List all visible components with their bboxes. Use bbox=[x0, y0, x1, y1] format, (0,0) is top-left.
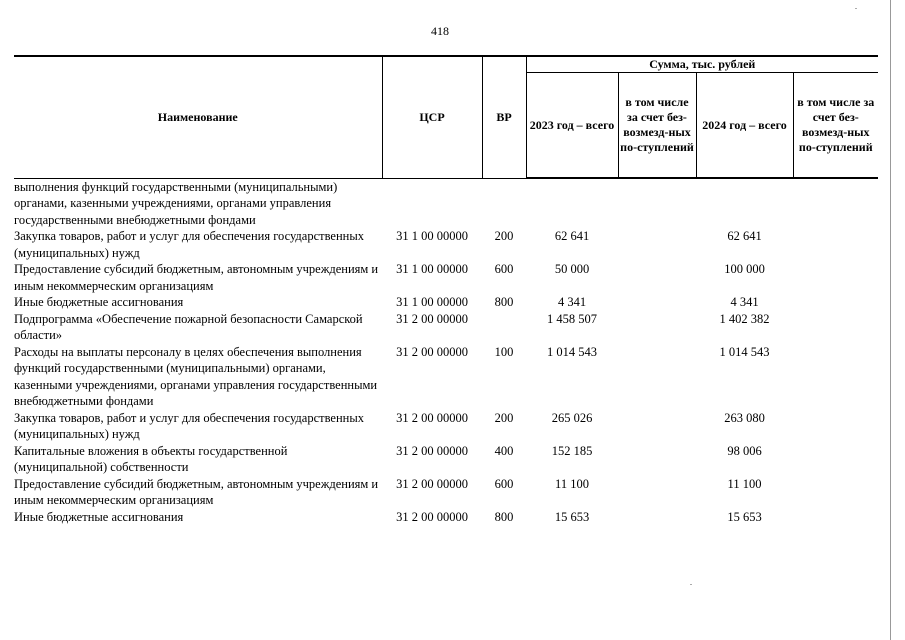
row-csr: 31 1 00 00000 bbox=[396, 262, 468, 276]
row-2024-total: 15 653 bbox=[727, 509, 762, 524]
row-name: Иные бюджетные ассигнования bbox=[14, 295, 184, 309]
row-2024-total: 1 402 382 bbox=[719, 311, 770, 326]
row-name: Предоставление субсидий бюджетным, автономным учреждениям и иным некоммерческим организациям bbox=[14, 476, 379, 507]
row-2024-gratuitous bbox=[793, 476, 878, 509]
row-2023-gratuitous bbox=[618, 443, 696, 476]
header-vr: ВР bbox=[482, 56, 526, 178]
row-csr bbox=[382, 178, 482, 228]
table-row bbox=[14, 443, 878, 476]
row-2023-total: 4 341 bbox=[557, 295, 587, 309]
row-2023-gratuitous bbox=[618, 228, 696, 261]
row-2023-total: 265 026 bbox=[551, 410, 593, 425]
row-2024-gratuitous bbox=[793, 261, 878, 294]
row-2024-total: 98 006 bbox=[727, 443, 762, 458]
row-2024-gratuitous bbox=[793, 311, 878, 344]
row-csr: 31 1 00 00000 bbox=[396, 229, 468, 243]
row-2023-gratuitous bbox=[618, 476, 696, 509]
row-name: выполнения функций государственными (муниципальными) органами, казенными учреждениями, органами управления государственными внебюджетными фондами bbox=[14, 179, 338, 227]
row-vr: 600 bbox=[494, 476, 514, 491]
row-csr: 31 2 00 00000 bbox=[396, 344, 468, 359]
header-2023-gratuitous: в том числе за счет без-возмезд-ных по-ступлений bbox=[618, 73, 696, 179]
row-2023-gratuitous bbox=[618, 410, 696, 443]
row-2023-total: 1 458 507 bbox=[547, 311, 597, 326]
row-2024-total: 100 000 bbox=[724, 262, 765, 276]
row-csr: 31 2 00 00000 bbox=[396, 509, 468, 524]
row-name: Предоставление субсидий бюджетным, автономным учреждениям и иным некоммерческим организациям bbox=[14, 262, 379, 293]
row-2024-gratuitous bbox=[793, 509, 878, 526]
scan-speck bbox=[690, 584, 692, 585]
row-name: Подпрограмма «Обеспечение пожарной безопасности Самарской области» bbox=[14, 311, 363, 342]
table-body bbox=[14, 178, 878, 525]
table-row bbox=[14, 294, 878, 311]
row-vr: 200 bbox=[494, 229, 514, 243]
row-2023-total: 152 185 bbox=[551, 443, 593, 458]
row-vr: 800 bbox=[494, 295, 514, 309]
row-2023-total: 62 641 bbox=[554, 229, 590, 243]
scan-speck bbox=[855, 8, 857, 9]
page-number: 418 bbox=[431, 24, 449, 38]
row-2024-gratuitous bbox=[793, 178, 878, 228]
row-csr: 31 2 00 00000 bbox=[396, 476, 468, 491]
table-row bbox=[14, 410, 878, 443]
row-2023-gratuitous bbox=[618, 294, 696, 311]
table-row bbox=[14, 178, 878, 228]
row-2023-total: 15 653 bbox=[554, 509, 590, 524]
table-row bbox=[14, 228, 878, 261]
row-2023-gratuitous bbox=[618, 344, 696, 410]
table-row bbox=[14, 311, 878, 344]
row-vr: 200 bbox=[494, 410, 514, 425]
table-row bbox=[14, 261, 878, 294]
row-vr bbox=[482, 311, 526, 344]
row-2024-gratuitous bbox=[793, 344, 878, 410]
row-2024-gratuitous bbox=[793, 228, 878, 261]
header-name: Наименование bbox=[14, 56, 382, 178]
row-2023-gratuitous bbox=[618, 178, 696, 228]
row-vr bbox=[482, 178, 526, 228]
row-name: Иные бюджетные ассигнования bbox=[14, 509, 184, 524]
row-csr: 31 1 00 00000 bbox=[396, 295, 468, 309]
scan-edge-line bbox=[890, 0, 891, 640]
row-2023-total: 50 000 bbox=[554, 262, 590, 276]
row-2024-total bbox=[696, 178, 793, 228]
row-2024-gratuitous bbox=[793, 443, 878, 476]
row-2024-total: 263 080 bbox=[724, 410, 765, 425]
row-name: Закупка товаров, работ и услуг для обеспечения государственных (муниципальных) нужд bbox=[14, 229, 365, 260]
row-2024-gratuitous bbox=[793, 294, 878, 311]
row-2023-total: 11 100 bbox=[555, 476, 589, 491]
table-header bbox=[14, 56, 878, 178]
row-vr: 100 bbox=[494, 344, 514, 359]
row-vr: 600 bbox=[494, 262, 514, 276]
header-sum-group: Сумма, тыс. рублей bbox=[526, 56, 878, 73]
header-2024-total: 2024 год – всего bbox=[696, 73, 793, 179]
row-csr: 31 2 00 00000 bbox=[396, 443, 468, 458]
row-2024-total: 4 341 bbox=[730, 295, 759, 309]
row-2023-total: 1 014 543 bbox=[547, 344, 597, 359]
row-name: Закупка товаров, работ и услуг для обеспечения государственных (муниципальных) нужд bbox=[14, 410, 365, 441]
row-vr: 800 bbox=[494, 509, 514, 524]
row-name: Расходы на выплаты персоналу в целях обеспечения выполнения функций государственными (муниципальными) органами, казенными учреждениями, органами управления государственными внебюджетными фондами bbox=[14, 344, 378, 408]
table-row bbox=[14, 344, 878, 410]
row-2024-total: 62 641 bbox=[727, 229, 762, 243]
header-csr: ЦСР bbox=[382, 56, 482, 178]
row-csr: 31 2 00 00000 bbox=[396, 410, 468, 425]
header-2024-gratuitous: в том числе за счет без-возмезд-ных по-ступлений bbox=[793, 73, 878, 179]
row-csr: 31 2 00 00000 bbox=[396, 311, 468, 326]
row-2024-total: 1 014 543 bbox=[719, 344, 770, 359]
table-row bbox=[14, 476, 878, 509]
row-2024-gratuitous bbox=[793, 410, 878, 443]
row-2023-total bbox=[526, 178, 618, 228]
row-name: Капитальные вложения в объекты государственной (муниципальной) собственности bbox=[14, 443, 288, 474]
header-2023-total: 2023 год – всего bbox=[526, 73, 618, 179]
row-2023-gratuitous bbox=[618, 261, 696, 294]
budget-table bbox=[14, 55, 878, 525]
row-2023-gratuitous bbox=[618, 311, 696, 344]
row-vr: 400 bbox=[494, 443, 514, 458]
table-row bbox=[14, 509, 878, 526]
row-2023-gratuitous bbox=[618, 509, 696, 526]
row-2024-total: 11 100 bbox=[727, 476, 762, 491]
